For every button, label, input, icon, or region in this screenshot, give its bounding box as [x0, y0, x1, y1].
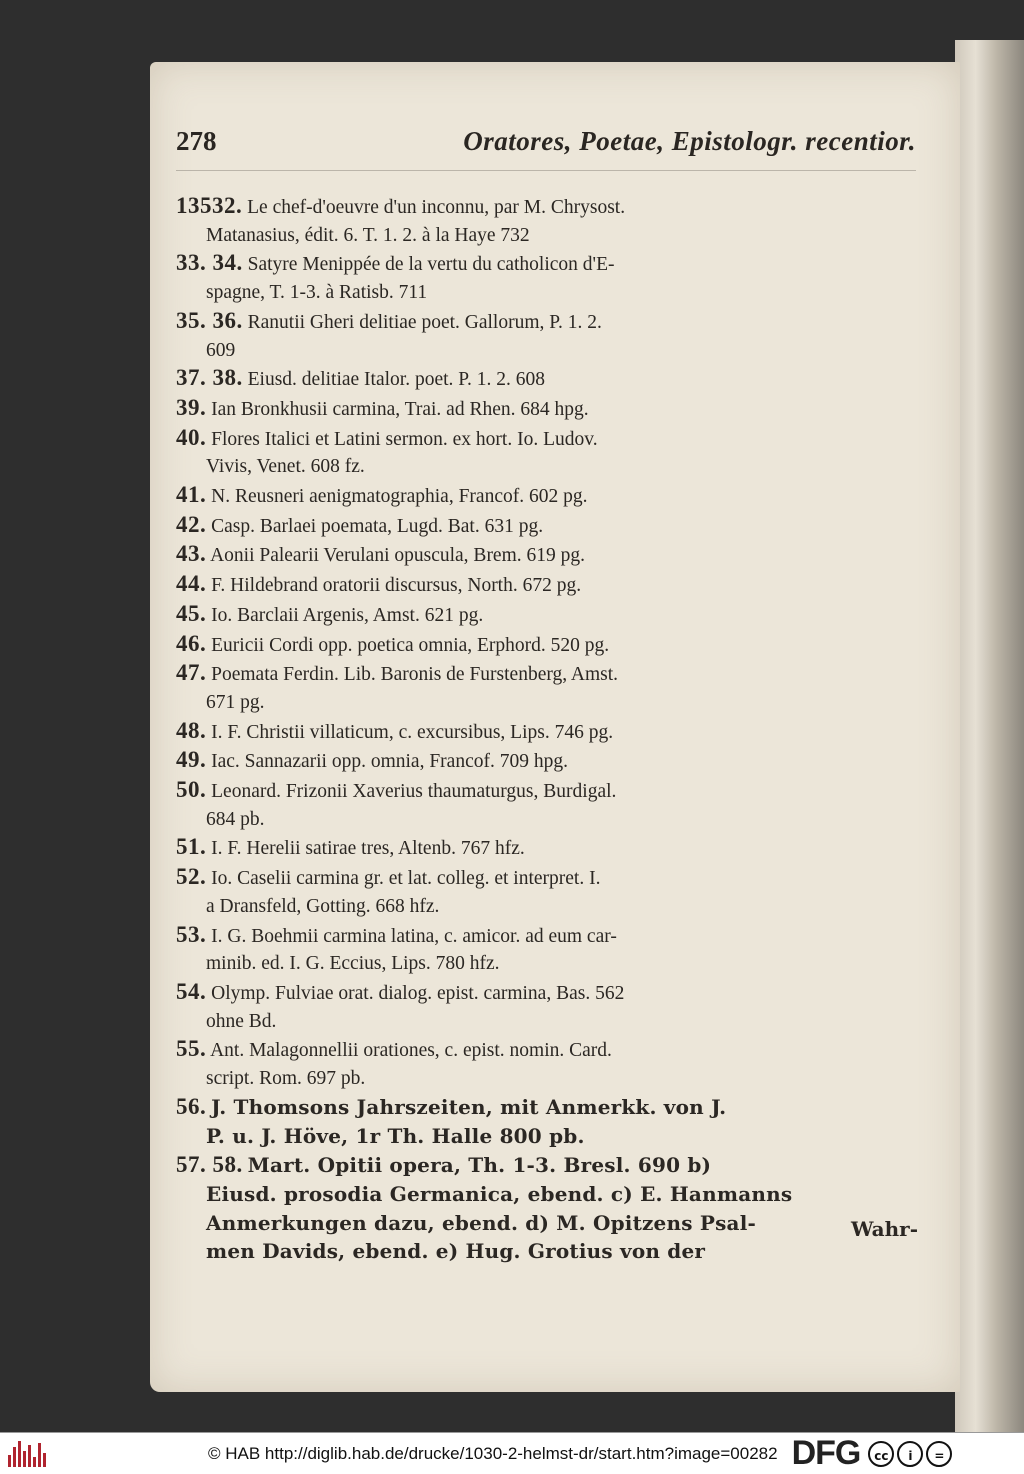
- catalog-entry: [176, 364, 918, 394]
- entry-text: 671 pg.: [206, 691, 265, 713]
- catalog-entry: [176, 863, 918, 893]
- entry-text: script. Rom. 697 pb.: [206, 1068, 366, 1090]
- entry-text: I. G. Boehmii carmina latina, c. amicor. ad eum car-: [211, 925, 617, 947]
- entry-number: 57. 58.: [176, 1152, 243, 1178]
- hab-logo: [8, 1441, 48, 1467]
- entry-number: 50.: [176, 777, 207, 803]
- entry-number: 42.: [176, 511, 207, 537]
- entry-number: 51.: [176, 834, 207, 860]
- catalog-entry-continuation: [176, 222, 918, 250]
- entry-text: Aonii Palearii Verulani opuscula, Brem. 619 pg.: [210, 545, 586, 567]
- entry-number: 56.: [176, 1093, 207, 1119]
- entry-text: Io. Barclaii Argenis, Amst. 621 pg.: [211, 604, 484, 626]
- cc-license-icon: [868, 1441, 952, 1467]
- entry-text: a Dransfeld, Gotting. 668 hfz.: [206, 895, 440, 917]
- catalog-entry: [176, 192, 918, 222]
- entry-number: 37. 38.: [176, 365, 243, 391]
- catalog-entry: [176, 746, 918, 776]
- entry-text: spagne, T. 1-3. à Ratisb. 711: [206, 282, 428, 304]
- entry-text: Iac. Sannazarii opp. omnia, Francof. 709 hpg.: [211, 751, 568, 773]
- catalog-entry: [176, 511, 918, 541]
- catalog-entry: [176, 540, 918, 570]
- entry-number: 39.: [176, 394, 207, 420]
- entry-text: Mart. Opitii opera, Th. 1-3. Bresl. 690 b): [247, 1153, 712, 1178]
- entry-number: 35. 36.: [176, 307, 243, 333]
- catalog-entry: [176, 630, 918, 660]
- by-icon: i: [897, 1441, 923, 1467]
- entry-text: Anmerkungen dazu, ebend. d) M. Opitzens Psal-: [206, 1210, 757, 1235]
- viewer-footer: [0, 1432, 1024, 1474]
- entry-number: 46.: [176, 630, 207, 656]
- entry-text: Ant. Malagonnellii orationes, c. epist. nomin. Card.: [210, 1040, 612, 1062]
- entry-text: minib. ed. I. G. Eccius, Lips. 780 hfz.: [206, 953, 500, 975]
- entry-number: 47.: [176, 660, 207, 686]
- catalog-entry-continuation: [176, 337, 918, 365]
- entry-text: Euricii Cordi opp. poetica omnia, Erphord. 520 pg.: [211, 634, 610, 656]
- entry-number: 43.: [176, 541, 207, 567]
- entry-text: ohne Bd.: [206, 1010, 277, 1032]
- entry-number: 49.: [176, 747, 207, 773]
- catalog-entry: [176, 776, 918, 806]
- entry-text: Ian Bronkhusii carmina, Trai. ad Rhen. 684 hpg.: [211, 398, 589, 420]
- entry-text: Casp. Barlaei poemata, Lugd. Bat. 631 pg.: [211, 515, 544, 537]
- page-number: 278: [176, 126, 217, 156]
- catalog-entry: [176, 921, 918, 951]
- entry-text: I. F. Herelii satirae tres, Altenb. 767 hfz.: [211, 838, 525, 860]
- entry-text: men Davids, ebend. e) Hug. Grotius von der: [206, 1239, 706, 1264]
- catchword-box: [176, 1216, 918, 1243]
- catalog-entry-continuation: [176, 279, 918, 307]
- catalog-entry: [176, 1035, 918, 1065]
- entry-number: 44.: [176, 571, 207, 597]
- catalog-entry-continuation: [176, 806, 918, 834]
- entry-text: 609: [206, 339, 236, 361]
- catalog-entry: [176, 481, 918, 511]
- catalog-entry: [176, 570, 918, 600]
- entry-number: 52.: [176, 864, 207, 890]
- entry-text: Io. Caselii carmina gr. et lat. colleg. et interpret. I.: [211, 868, 601, 890]
- entry-text: F. Hildebrand oratorii discursus, North. 672 pg.: [211, 575, 582, 597]
- catalog-entry: [176, 978, 918, 1008]
- entry-text: Eiusd. delitiae Italor. poet. P. 1. 2. 608: [247, 369, 545, 391]
- entry-text: Eiusd. prosodia Germanica, ebend. c) E. Hanmanns: [206, 1181, 793, 1206]
- catalog-entry: [176, 833, 918, 863]
- running-head: Oratores, Poetae, Epistologr. recentior.: [463, 126, 916, 156]
- footer-source-link[interactable]: © HAB http://diglib.hab.de/drucke/1030-2-helmst-dr/start.htm?image=00282: [208, 1443, 778, 1463]
- entry-number: 41.: [176, 482, 207, 508]
- sa-icon: =: [926, 1441, 952, 1467]
- entry-number: 40.: [176, 424, 207, 450]
- entry-text: Le chef-d'oeuvre d'un inconnu, par M. Chrysost.: [247, 197, 626, 218]
- entry-text: Flores Italici et Latini sermon. ex hort. Io. Ludov.: [211, 428, 598, 450]
- entry-text: Olymp. Fulviae orat. dialog. epist. carmina, Bas. 562: [211, 982, 625, 1004]
- catalog-entry: [176, 1093, 918, 1123]
- entry-number: 55.: [176, 1036, 207, 1062]
- entry-text: Satyre Menippée de la vertu du catholicon d'E-: [247, 254, 615, 276]
- entry-text: Ranutii Gheri delitiae poet. Gallorum, P. 1. 2.: [247, 311, 602, 333]
- catalog-entry-continuation: [176, 1181, 918, 1210]
- catalog-entry: [176, 717, 918, 747]
- catalog-entry-continuation: [176, 689, 918, 717]
- catalog-entry: [176, 249, 918, 279]
- catalog-entry: [176, 1151, 918, 1181]
- catalog-entry-continuation: [176, 453, 918, 481]
- catchword: Wahr-: [850, 1217, 918, 1241]
- entry-text: Leonard. Frizonii Xaverius thaumaturgus, Burdigal.: [211, 781, 617, 803]
- catalog-entry: [176, 307, 918, 337]
- cc-icon: cc: [868, 1441, 894, 1467]
- catalog-entry: [176, 424, 918, 454]
- catalog-entry-continuation: [176, 1065, 918, 1093]
- entry-text: Vivis, Venet. 608 fz.: [206, 456, 365, 478]
- entry-text: J. Thomsons Jahrszeiten, mit Anmerkk. von J.: [211, 1094, 727, 1119]
- entry-number: 53.: [176, 921, 207, 947]
- catalog-entry: [176, 659, 918, 689]
- page-header: [176, 126, 916, 166]
- catalog-entry-continuation: [176, 1123, 918, 1152]
- entry-text: 684 pb.: [206, 808, 265, 830]
- page-edge-stack: [955, 40, 1024, 1432]
- catalog-entry: [176, 394, 918, 424]
- header-rule: [176, 170, 916, 171]
- catalog-entry-continuation: [176, 950, 918, 978]
- entry-text: Matanasius, édit. 6. T. 1. 2. à la Haye 732: [206, 224, 530, 246]
- entry-text: N. Reusneri aenigmatographia, Francof. 602 pg.: [211, 486, 588, 508]
- catalog-entries: [176, 192, 918, 1267]
- entry-number: 13532.: [176, 193, 243, 218]
- dfg-logo: DFG: [791, 1434, 861, 1472]
- entry-number: 54.: [176, 978, 207, 1004]
- entry-text: P. u. J. Höve, 1r Th. Halle 800 pb.: [206, 1123, 585, 1148]
- catalog-entry-continuation: [176, 1008, 918, 1036]
- catalog-entry: [176, 600, 918, 630]
- catalog-entry-continuation: [176, 893, 918, 921]
- entry-number: 45.: [176, 600, 207, 626]
- entry-number: 48.: [176, 717, 207, 743]
- entry-text: I. F. Christii villaticum, c. excursibus, Lips. 746 pg.: [211, 721, 614, 743]
- entry-text: Poemata Ferdin. Lib. Baronis de Furstenberg, Amst.: [211, 664, 619, 686]
- entry-number: 33. 34.: [176, 250, 243, 276]
